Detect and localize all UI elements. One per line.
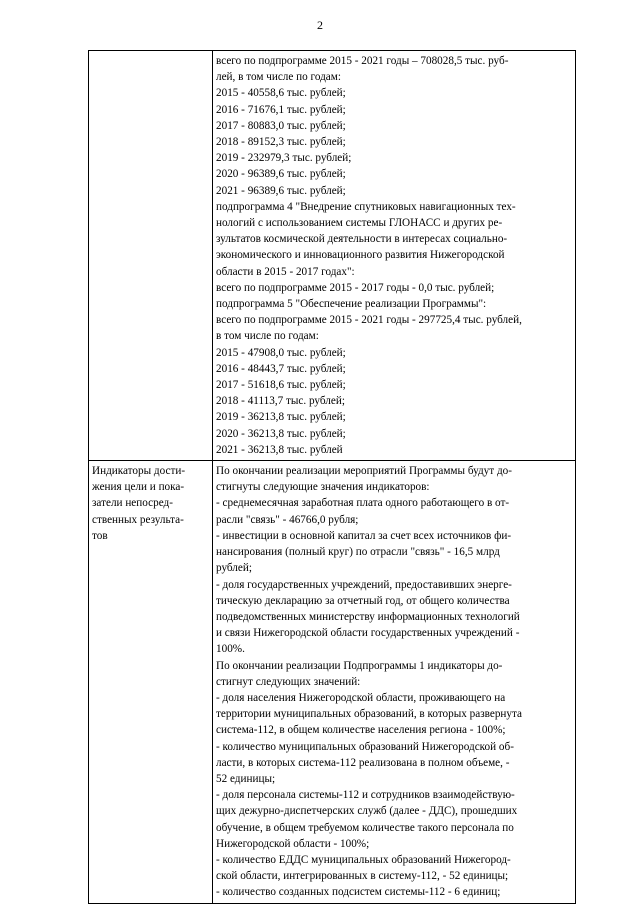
text-line: - количество созданных подсистем системы-112 - 6 единиц;	[216, 886, 501, 899]
label-line: Индикаторы дости-	[92, 465, 186, 478]
text-line: подпрограмма 4 "Внедрение спутниковых навигационных тех-	[216, 200, 516, 213]
table-row	[89, 51, 576, 461]
label-line: затели непосред-	[92, 497, 173, 510]
text-line: зультатов космической деятельности в интересах социально-	[216, 233, 508, 246]
text-line: По окончании реализации Подпрограммы 1 индикаторы до-	[216, 659, 503, 672]
text-line: - доля государственных учреждений, предоставивших энерге-	[216, 578, 512, 591]
label-line: жения цели и пока-	[92, 481, 185, 494]
text-line: Нижегородской области - 100%;	[216, 837, 370, 850]
text-line: - количество ЕДДС муниципальных образований Нижегород-	[216, 853, 511, 866]
funding-content-cell	[213, 51, 576, 461]
text-line: подведомственных министерству информационных технологий	[216, 610, 520, 623]
label-line: тов	[92, 529, 108, 542]
text-line: экономического и инновационного развития Нижегородской	[216, 249, 505, 262]
text-line: и связи Нижегородской области государственных учреждений -	[216, 627, 520, 640]
text-line: области в 2015 - 2017 годах":	[216, 265, 355, 278]
text-line: По окончании реализации мероприятий Программы будут до-	[216, 465, 512, 478]
text-line: подпрограмма 5 "Обеспечение реализации Программы":	[216, 298, 487, 311]
text-line: ласти, в которых система-112 реализована в полном объеме, -	[216, 756, 510, 769]
text-line: - среднемесячная заработная плата одного работающего в от-	[216, 497, 510, 510]
text-line: тическую декларацию за отчетный год, от общего количества	[216, 594, 510, 607]
text-line: 2015 - 40558,6 тыс. рублей;	[216, 87, 346, 100]
text-line: 2015 - 47908,0 тыс. рублей;	[216, 346, 346, 359]
text-line: - доля населения Нижегородской области, проживающего на	[216, 691, 506, 704]
text-line: система-112, в общем количестве населения региона - 100%;	[216, 724, 506, 737]
text-line: 2019 - 232979,3 тыс. рублей;	[216, 152, 352, 165]
text-line: 2021 - 36213,8 тыс. рублей	[216, 443, 343, 456]
indicators-content-cell	[213, 461, 576, 903]
text-line: 2018 - 41113,7 тыс. рублей;	[216, 395, 345, 408]
text-line: 2017 - 80883,0 тыс. рублей;	[216, 119, 346, 132]
text-line: нансирования (полный круг) по отрасли "связь" - 16,5 млрд	[216, 546, 500, 559]
row-label-cell	[89, 51, 213, 461]
text-line: - количество муниципальных образований Нижегородской об-	[216, 740, 514, 753]
text-line: 2019 - 36213,8 тыс. рублей;	[216, 411, 346, 424]
text-line: всего по подпрограмме 2015 - 2021 годы - 297725,4 тыс. рублей,	[216, 314, 522, 327]
text-line: расли "связь" - 46766,0 рубля;	[216, 513, 359, 526]
text-line: стигнут следующих значений:	[216, 675, 361, 688]
text-line: 2021 - 96389,6 тыс. рублей;	[216, 184, 346, 197]
text-line: стигнуты следующие значения индикаторов:	[216, 481, 430, 494]
table-row	[89, 461, 576, 903]
text-line: 2020 - 96389,6 тыс. рублей;	[216, 168, 346, 181]
text-line: щих дежурно-диспетчерских служб (далее - ДДС), прошедших	[216, 805, 518, 818]
text-line: территории муниципальных образований, в которых развернута	[216, 708, 522, 721]
text-line: - доля персонала системы-112 и сотрудников взаимодействую-	[216, 789, 515, 802]
text-line: 52 единицы;	[216, 772, 276, 785]
text-line: обучение, в общем требуемом количестве такого персонала по	[216, 821, 514, 834]
text-line: 2017 - 51618,6 тыс. рублей;	[216, 379, 346, 392]
page-number: 2	[317, 18, 323, 32]
text-line: ской области, интегрированных в систему-112, - 52 единицы;	[216, 870, 509, 883]
label-line: ственных результа-	[92, 513, 184, 526]
text-line: 2018 - 89152,3 тыс. рублей;	[216, 136, 346, 149]
text-line: всего по подпрограмме 2015 - 2017 годы - 0,0 тыс. рублей;	[216, 281, 495, 294]
text-line: рублей;	[216, 562, 252, 575]
text-line: лей, в том числе по годам:	[216, 71, 341, 84]
text-line: 2016 - 48443,7 тыс. рублей;	[216, 362, 346, 375]
text-line: нологий с использованием системы ГЛОНАСС и других ре-	[216, 217, 503, 230]
indicators-label-cell	[89, 461, 213, 903]
text-line: в том числе по годам:	[216, 330, 319, 343]
text-line: 2016 - 71676,1 тыс. рублей;	[216, 103, 346, 116]
text-line: 2020 - 36213,8 тыс. рублей;	[216, 427, 346, 440]
text-line: всего по подпрограмме 2015 - 2021 годы – 708028,5 тыс. руб-	[216, 55, 509, 67]
text-line: - инвестиции в основной капитал за счет всех источников фи-	[216, 529, 512, 542]
program-passport-table	[88, 50, 576, 904]
text-line: 100%.	[216, 643, 245, 656]
